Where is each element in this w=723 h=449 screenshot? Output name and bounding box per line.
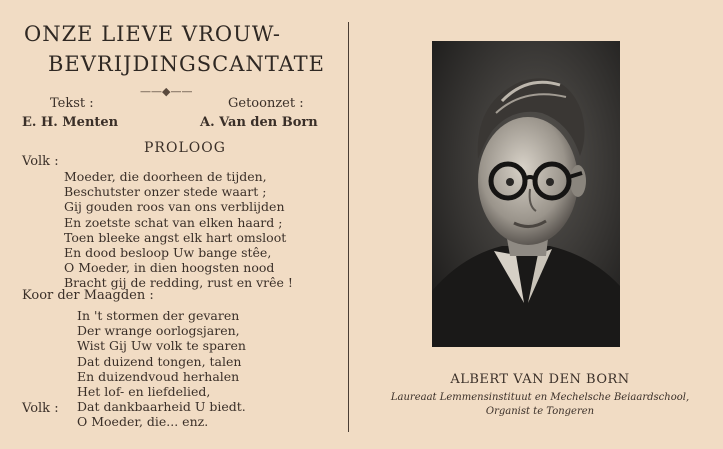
verse-koor	[77, 308, 246, 414]
music-author: A. Van den Born	[200, 115, 318, 130]
verse-line: O Moeder, in dien hoogsten nood	[64, 260, 275, 276]
portrait-photo	[432, 41, 620, 347]
speaker-koor: Koor der Maagden :	[22, 288, 154, 303]
portrait-name: ALBERT VAN DEN BORN	[450, 372, 630, 387]
portrait-subtitle-2: Organist te Tongeren	[485, 406, 595, 417]
verse-line: En dood besloop Uw bange stêe,	[64, 245, 272, 261]
verse-line: Beschutster onzer stede waart ;	[64, 184, 267, 200]
ornament-divider: ——◆——	[140, 85, 193, 98]
verse-line: Der wrange oorlogsjaren,	[77, 323, 240, 339]
verse-line: Gij gouden roos van ons verblijden	[64, 199, 285, 215]
verse-line: Bracht gij de redding, rust en vrêe !	[64, 275, 293, 291]
text-label: Tekst :	[50, 96, 94, 111]
verse-line: Moeder, die doorheen de tijden,	[64, 169, 267, 184]
verse-line: En zoetste schat van elken haard ;	[64, 214, 283, 230]
speaker-volk: Volk :	[22, 154, 59, 169]
verse-volk	[64, 169, 293, 291]
text-author: E. H. Menten	[22, 115, 119, 130]
verse-line: Wist Gij Uw volk te sparen	[77, 338, 246, 354]
verse-line: Dat dankbaarheid U biedt.	[77, 399, 246, 415]
verse-line: Het lof- en liefdelied,	[77, 384, 211, 400]
portrait-subtitle-1: Laureaat Lemmensinstituut en Mechelsche Beiaardschool,	[390, 392, 690, 403]
verse-line: En duizendvoud herhalen	[77, 368, 240, 384]
verse-volk-2	[77, 414, 208, 429]
column-divider	[348, 22, 349, 432]
prologue-heading: PROLOOG	[144, 140, 226, 156]
music-label: Getoonzet :	[228, 96, 304, 111]
title-line-1: ONZE LIEVE VROUW-	[24, 22, 281, 46]
title-line-2: BEVRIJDINGSCANTATE	[48, 52, 325, 76]
verse-line: O Moeder, die... enz.	[77, 414, 209, 429]
verse-line: Dat duizend tongen, talen	[77, 353, 242, 369]
verse-line: In 't stormen der gevaren	[77, 308, 240, 323]
portrait-illustration	[432, 41, 620, 347]
verse-line: Toen bleeke angst elk hart omsloot	[64, 229, 287, 245]
speaker-volk-2: Volk :	[22, 401, 59, 416]
